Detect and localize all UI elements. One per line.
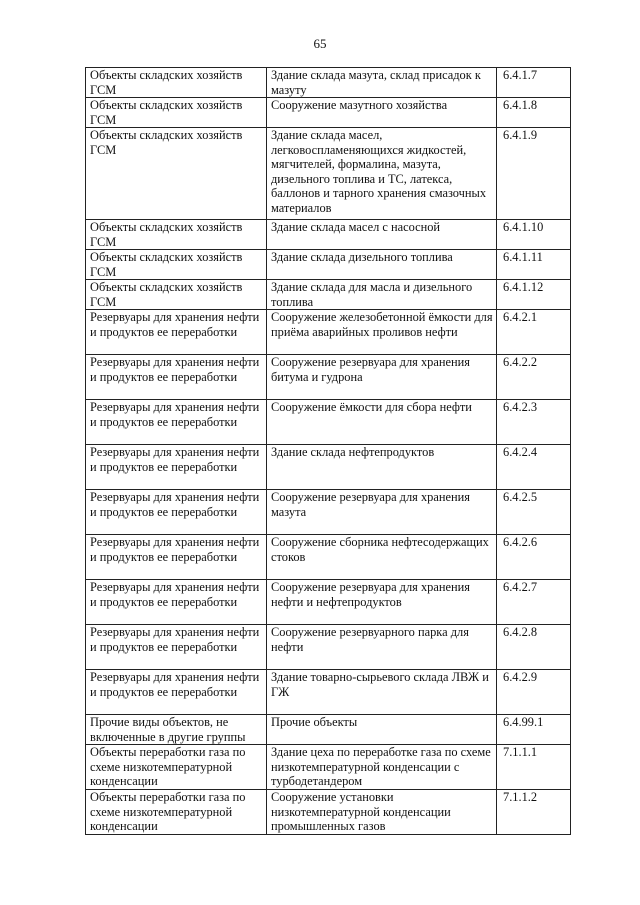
table-row [86,715,571,745]
code-cell: 7.1.1.2 [497,790,571,835]
table-row [86,745,571,790]
table-row [86,280,571,310]
group-cell: Резервуары для хранения нефти и продуктов ее переработки [86,535,267,580]
code-cell: 6.4.2.4 [497,445,571,490]
description-cell: Сооружение железобетонной ёмкости для приёма аварийных проливов нефти [267,310,497,355]
code-cell: 6.4.2.5 [497,490,571,535]
table-row [86,580,571,625]
code-cell: 6.4.2.8 [497,625,571,670]
group-cell: Резервуары для хранения нефти и продуктов ее переработки [86,490,267,535]
description-cell: Здание склада дизельного топлива [267,250,497,280]
table-body [86,68,571,835]
table-row [86,68,571,98]
description-cell: Сооружение мазутного хозяйства [267,98,497,128]
code-cell: 6.4.1.8 [497,98,571,128]
description-cell: Здание склада для масла и дизельного топлива [267,280,497,310]
code-cell: 6.4.2.9 [497,670,571,715]
table-row [86,98,571,128]
table-row [86,670,571,715]
table-row [86,310,571,355]
table-row [86,490,571,535]
group-cell: Объекты складских хозяйств ГСМ [86,250,267,280]
code-cell: 6.4.2.1 [497,310,571,355]
code-cell: 6.4.2.2 [497,355,571,400]
group-cell: Резервуары для хранения нефти и продуктов ее переработки [86,445,267,490]
code-cell: 6.4.1.11 [497,250,571,280]
code-cell: 6.4.99.1 [497,715,571,745]
group-cell: Объекты складских хозяйств ГСМ [86,128,267,220]
description-cell: Сооружение резервуара для хранения мазута [267,490,497,535]
description-cell: Сооружение установки низкотемпературной конденсации промышленных газов [267,790,497,835]
code-cell: 6.4.1.9 [497,128,571,220]
description-cell: Сооружение сборника нефтесодержащих стоков [267,535,497,580]
table-row [86,220,571,250]
description-cell: Сооружение резервуара для хранения битума и гудрона [267,355,497,400]
table-row [86,445,571,490]
classification-table [85,67,571,835]
description-cell: Сооружение ёмкости для сбора нефти [267,400,497,445]
description-cell: Сооружение резервуарного парка для нефти [267,625,497,670]
group-cell: Резервуары для хранения нефти и продуктов ее переработки [86,670,267,715]
group-cell: Резервуары для хранения нефти и продуктов ее переработки [86,625,267,670]
group-cell: Объекты переработки газа по схеме низкотемпературной конденсации [86,790,267,835]
table-row [86,250,571,280]
group-cell: Резервуары для хранения нефти и продуктов ее переработки [86,580,267,625]
group-cell: Резервуары для хранения нефти и продуктов ее переработки [86,310,267,355]
code-cell: 6.4.1.12 [497,280,571,310]
description-cell: Здание склада нефтепродуктов [267,445,497,490]
group-cell: Объекты складских хозяйств ГСМ [86,280,267,310]
table-row [86,535,571,580]
table-row [86,790,571,835]
description-cell: Здание товарно-сырьевого склада ЛВЖ и ГЖ [267,670,497,715]
table-row [86,625,571,670]
description-cell: Здание склада масел, легковоспламеняющихся жидкостей, мягчителей, формалина, мазута, дизельного топлива и ТС, латекса, баллонов и тарного хранения смазочных материалов [267,128,497,220]
group-cell: Резервуары для хранения нефти и продуктов ее переработки [86,355,267,400]
code-cell: 6.4.2.3 [497,400,571,445]
table-row [86,355,571,400]
description-cell: Сооружение резервуара для хранения нефти и нефтепродуктов [267,580,497,625]
code-cell: 6.4.1.7 [497,68,571,98]
description-cell: Здание склада мазута, склад присадок к мазуту [267,68,497,98]
code-cell: 6.4.2.6 [497,535,571,580]
group-cell: Прочие виды объектов, не включенные в другие группы [86,715,267,745]
group-cell: Объекты складских хозяйств ГСМ [86,220,267,250]
page-number: 65 [313,36,327,51]
group-cell: Объекты складских хозяйств ГСМ [86,68,267,98]
table-row [86,400,571,445]
group-cell: Объекты складских хозяйств ГСМ [86,98,267,128]
description-cell: Прочие объекты [267,715,497,745]
description-cell: Здание склада масел с насосной [267,220,497,250]
code-cell: 6.4.2.7 [497,580,571,625]
code-cell: 6.4.1.10 [497,220,571,250]
description-cell: Здание цеха по переработке газа по схеме низкотемпературной конденсации с турбодетандером [267,745,497,790]
table-row [86,128,571,220]
group-cell: Резервуары для хранения нефти и продуктов ее переработки [86,400,267,445]
code-cell: 7.1.1.1 [497,745,571,790]
group-cell: Объекты переработки газа по схеме низкотемпературной конденсации [86,745,267,790]
